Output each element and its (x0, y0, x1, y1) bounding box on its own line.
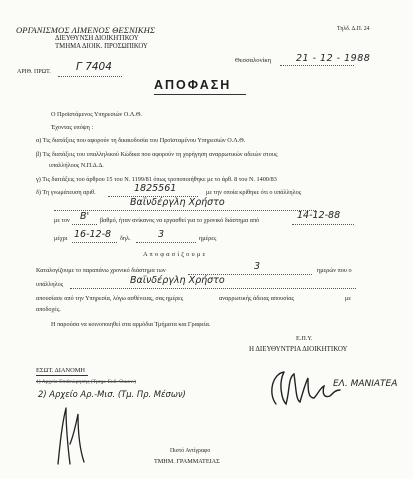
days-value: 3 (158, 229, 165, 240)
decision-employee-line (70, 288, 356, 289)
from-date-line (292, 224, 354, 225)
initials-scribble (52, 404, 92, 468)
directorate-name: ΔΙΕΥΘΥΝΣΗ ΔΙΟΙΚΗΤΙΚΟΥ (55, 35, 139, 42)
notification-line: Η παρούσα να κοινοποιηθεί στα αρμόδια Τμήματα και Γραφεία. (51, 321, 211, 328)
org-name: ΟΡΓΑΝΙΣΜΟΣ ΛΙΜΕΝΟΣ ΘΕΣΝΙΚΗΣ (16, 25, 156, 35)
protocol-number: Γ 7404 (76, 61, 112, 73)
document-title: ΑΠΟΦΑΣΗ (154, 78, 232, 92)
decision-employee-name: Βαϊνδέργλη Χρήστο (130, 275, 225, 286)
department-name: ΤΜΗΜΑ ΔΙΟΙΚ. ΠΡΟΣΩΠΙΚΟΥ (55, 43, 148, 50)
distribution-line1: 1) Αρχείο Επιθεώρησης (Τμημ. Εκδ. Οικον.) (36, 379, 137, 385)
grade-value: Β' (80, 211, 90, 222)
signature-scribble (262, 364, 342, 412)
item-d-label: δ) Τη γνωμάτευση αριθ. (36, 189, 96, 196)
item-b-line2: υπαλλήλους Ν.Π.Δ.Δ. (49, 162, 104, 169)
opinion-number: 1825561 (134, 183, 177, 194)
item-c: γ) Τις διατάξεις του άρθρου 15 του Ν. 1199/81 όπως τροποποιήθηκε με το άρθ. 8 του Ν. 1400/83 (36, 176, 277, 183)
decision-employee-label: υπάλληλος (36, 281, 64, 288)
signature-title: Η ΔΙΕΥΘΥΝΤΡΙΑ ΔΙΟΙΚΗΤΙΚΟΥ (249, 345, 348, 353)
item-a: α) Τις διατάξεις που αφορούν τη δικαιοδοσία του Προϊσταμένου Υπηρεσιών Ο.Λ.Θ. (36, 137, 246, 144)
from-date: 14-12-88 (297, 210, 341, 221)
protocol-label: ΑΡΙΘ. ΠΡΩΤ. (17, 69, 51, 75)
decision-line3-end: με (345, 295, 351, 302)
grade-line (72, 224, 97, 225)
certified-copy: Πιστό Αντίγραφο (170, 448, 211, 454)
days-line (136, 242, 196, 243)
distribution-underline (36, 375, 88, 376)
decide-heading: Α π ο φ α σ ί ζ ο υ μ ε (143, 251, 206, 258)
item-d-tail: με την οποία κρίθηκε ότι ο υπάλληλος (206, 189, 302, 196)
employee-line (54, 210, 316, 211)
decision-line3: απουσίασε από την Υπηρεσία, λόγω ασθένειας, σας ημέρες (36, 295, 184, 302)
days-unit: ημέρες (199, 235, 217, 242)
grade-label: με τον (54, 217, 70, 224)
decision-days: 3 (254, 261, 261, 272)
decision-line4: αποδοχές. (36, 306, 61, 313)
form-code: Τηλδ. Δ.Π. 24 (337, 26, 370, 32)
having-regard: Έχοντας υπόψη : (51, 124, 94, 131)
signature-on-behalf: Ε.Π.Υ. (296, 335, 313, 342)
until-date: 16-12-8 (74, 229, 112, 240)
employee-name: Βαϊνδέργλη Χρήστο (130, 197, 225, 208)
title-underline (154, 94, 246, 95)
city-label: Θεσσαλονίκη (235, 57, 272, 64)
until-date-line (72, 242, 117, 243)
secretariat-dept: ΤΜΗΜ. ΓΡΑΜΜΑΤΕΙΑΣ (154, 458, 220, 465)
decision-line3-tail-text: αναρρωτικής άδειας απουσίας (219, 295, 294, 302)
distribution-heading: ΕΣΩΤ. ΔΙΑΝΟΜΗ (36, 367, 86, 374)
decision-line1: Καταλογίζουμε το παραπάνω χρονικό διάστημα των (36, 267, 166, 274)
distribution-line2: 2) Αρχείο Αρ.-Μισ. (Τμ. Πρ. Μέσων) (38, 389, 186, 399)
date-value: 21 - 12 - 1988 (296, 53, 371, 64)
protocol-line (58, 76, 122, 77)
intro-line: Ο Προϊστάμενος Υπηρεσιών Ο.Λ.Θ. (51, 111, 142, 118)
days-label: δηλ. (120, 235, 131, 242)
signature-name: ΕΛ. ΜΑΝΙΑΤΕΑ (333, 379, 398, 389)
decision-line1-tail: ημερών που ο (317, 267, 352, 274)
grade-text: βαθμό, ήταν ανίκανος να εργασθεί για το χρονικό διάστημα από (100, 217, 260, 224)
item-b-line1: β) Τις διατάξεις του υπαλληλικού Κώδικα που αφορούν τη χορήγηση αναρρωτικών αδειών στους (36, 151, 278, 158)
until-label: μέχρι (54, 235, 68, 242)
date-line (280, 65, 354, 66)
